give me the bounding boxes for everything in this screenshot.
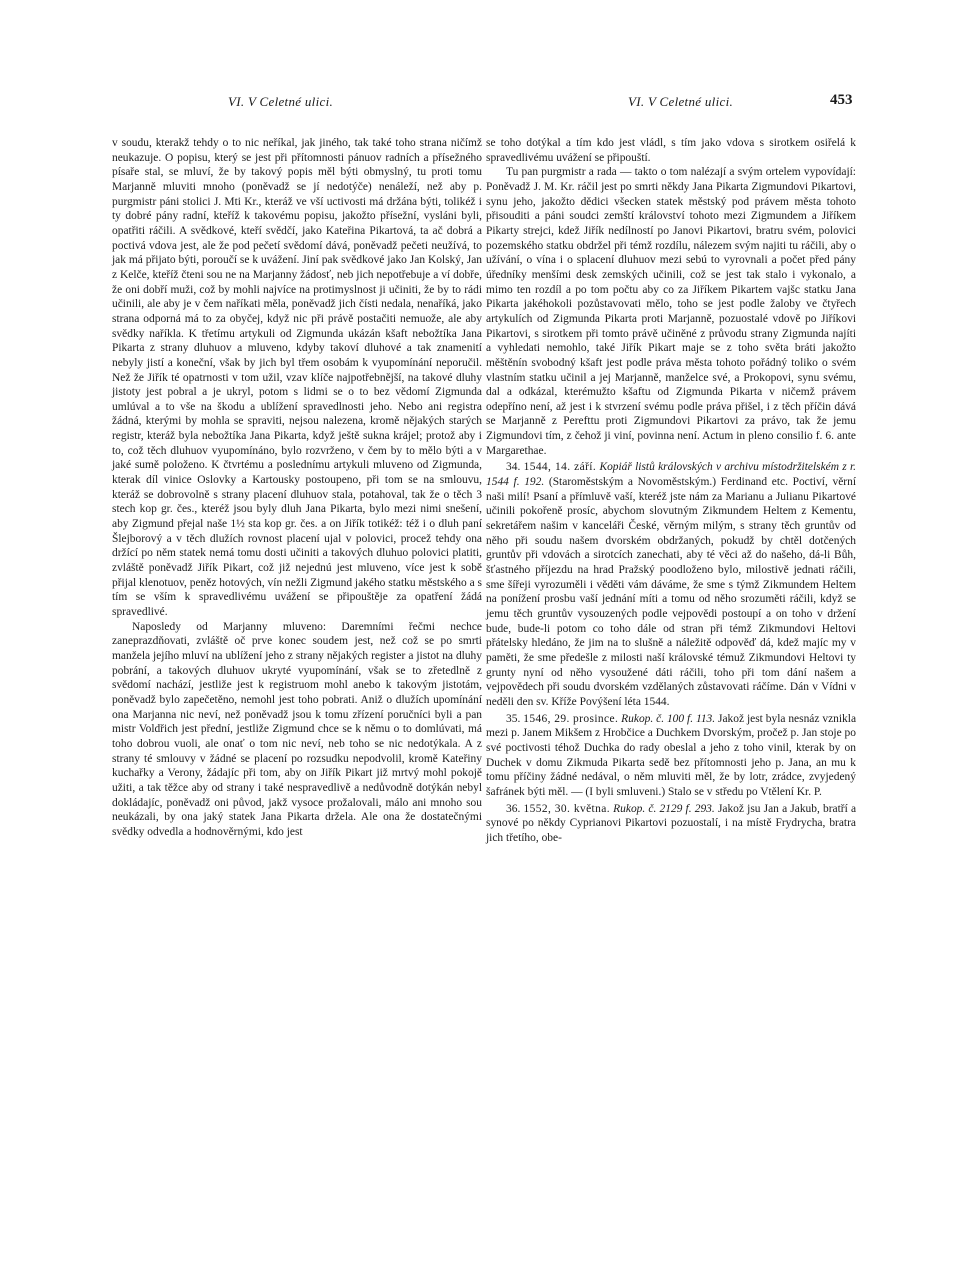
- entry-source: Kopiář listů královských v archivu místodržitelském z r. 1544 f. 192.: [486, 461, 857, 489]
- entry-source: Rukop. č. 100 f. 113.: [621, 712, 716, 725]
- entry-text: Jakož jsu Jan a Jakub, bratří a synové po někdy Cyprianovi Pikartovi pozuostalí, i na místě Frydrycha, bratra jich třetího, obe-: [486, 802, 857, 844]
- entry-source: Rukop. č. 2129 f. 293.: [613, 802, 715, 815]
- entry-date: 1552, 30. května.: [523, 802, 610, 815]
- left-column: [112, 136, 482, 840]
- running-header-left: VI. V Celetné ulici.: [228, 94, 334, 109]
- left-paragraph-1: v soudu, kterakž tehdy o to nic neříkal, jak jiného, tak také toho strana ničímž neukazuje. O popisu, který se jest při přítomnosti pánuov radních a přísežného písaře stal, se mluví, že by takový popis měl býti obmyslný, tu proti tomu Marjanně mluviti mnoho (poněvadž se jí nedotýče) nenáleží, než aby p. purgmistr páni stolici J. Mti Kr., kteráž ve vší uctivosti má držána býti, tolikéž i ty dobré pány radní, kteříž k takovému popisu, jakožto přísežní, vysláni byli, opatřiti ráčili. A svědkové, kteří svědčí, jako Kateřina Pikartová, ta ač dobrá a poctivá vdova jest, ale že pod pečetí svědomí dává, poněvadž pečeti neužívá, to jak má přijato býti, poroučí se k uvážení. Jiní pak svědkové jako Jan Kolský, Jan z Kelče, kteříž čteni sou ne na Marjanny žádosť, neb jich nepotřebuje a ví dobře, že oni dobří muži, což by mohli najvíce na protimyslnost ji učiniti, že by to rádi učinili, ale aby je v čem naříkati měla, poněvadž jich čísti nedala, nenaříká, jako strana odporná má to za obyčej, když nic při právě postačiti nemuože, ale aby svědky naříkla. K třetímu artykuli od Zigmunda ukázán kšaft nebožtíka Jana Pikarta z strany dluhuov a mluveno, kdyby takoví dluhové a tak znamenití nebyly jistí a koneční, však by jich byl třem osobám k vyupomínání neporučil. Než že Jiřík té opatrnosti v tom užil, vzav klíče najpotřebnější, na takové dluhy jistoty jest pobral a je ukryl, potom s lidmi se o to bez vědomí Zigmunda umlúval a to vše na škodu a ublížení spravedlnosti jeho. Nebo ani registra žádná, kterými by mohla se spraviti, nejsou nalezena, kromě nějakých starých registr, kteráž byla nebožtíka Jana Pikarta, když ještě sukna krájel; protož aby i to, což těch dluhuov vyupomínáno, bylo rozvrženo, v čem by to mělo býti a v jaké sumě položeno. K čtvrtému a poslednímu artykuli mluveno od Zigmunda, kterak díl vinice Oslovky a Kartousky postoupeno, při tom se na smlouvu, kteráž se dobrovolně s strany placení dluhuov stala, potahoval, tak že o těch 3 stech kop gr. čes., kteréž jsou byly dluh Jana Pikarta, bylo mezi nimi snešení, aby Zigmund přejal naše 1½ sta kop gr. čes. a on Jiřík totikéž: též i o dluh paní Šlejborový a v těch dlužích rovnost placení ujal v polovici, procež tehdy ona držící po něm statek nemá tomu dosti učiniti a takových dluhuo polovici platiti, zvláště poněvadž Jiřík Pikart, což již nejednú jest mluveno, více jest k sobě přijal klenotuov, peněz hotových, vín nežli Zigmund jakého statku městského a s tím se vším k spravedlivému uvážení se připouštěje za opatření žádá spravedlivé.: [112, 137, 482, 618]
- entry-number: 35.: [506, 712, 521, 725]
- document-entry-34: [486, 460, 856, 709]
- entry-text: (Staroměstským a Novoměstským.) Ferdinand etc. Poctiví, věrní naši milí! Psaní a přímluvě vaší, kteréž jste nám za Marianu a Julianu Pikartové učinili pokořeně prosíc, abychom slovutným Zikmundem Heltem z Kementu, sekretářem našim v kanceláři České, věrným milým, s strany těch gruntův od něho při soudu našem dvorském obdržaných, pokudž by chtěl dotčených gruntův při vdovách a sirotcích zanechati, aby té věci až do našeho, dá-li Bůh, šťastného příjezdu na hrad Pražský poodloženo bylo, milostivě jednati ráčili, sme šířeji vyrozuměli i věděti vám dáváme, že sme s týmž Zikmundem Heltem na ponížení prosbu vaší jednání míti a tomu od něho srozuměti ráčili, když se jemu těch gruntův vysouzených podle vejpovědi postoupí a on toho v držení bude, bude-li potom co toho dále od stran při témž Zikmundovi Heltovi přátelsky hledáno, že jim na to slušně a náležitě odpověď dá, kdež majíc my v paměti, že sme předešle z milosti naší královské témuž Zikmundovi Heltovi ty grunty nyní od něho vysoužené dáti ráčili, toho při tom dání našem a vejpovědech při soudu dvorském vzdělaných zůstavovati ráčíme. Dán v Vídni v neděli den sv. Kříže Povýšení léta 1544.: [486, 476, 856, 708]
- document-entry-35: [486, 712, 856, 800]
- document-entry-36: [486, 802, 856, 846]
- right-paragraph-2: Tu pan purgmistr a rada — takto o tom nalézají a svým ortelem vypovídají: Poněvadž J. M. Kr. ráčil jest po smrti někdy Jana Pikarta Zigmundovi Pikartovi, synu jeho, jakožto dědici všecken statek městský pod právem města tohoto přisouditi a páni soudci zemští království tohoto mezi Zigmundem a Jiříkem Pikarty strejci, kdež Jiřík nedílností po Janovi Pikartovi, bratru svém, polovici pozemského statku obdržel při témž rozdílu, nálezem svým najiti tu ráčili, aby o užívání, o vína i o splacení dluhuov mezi sebú to vyrovnali a počet před pány úředníky menšími desk zemských učinili, což se jest tak stalo i vykonalo, a mimo ten rozdíl a po tom počtu aby co za Jiříkem Pikartem vajšc statku Jana Pikarta jakéhokoli pozůstavovati mělo, toho se jest podle žaloby ve čtyřech artykulích od Zigmunda Pikarta proti Marjanně, pozuostalé vdově po Jiříkovi Pikartovi, s sirotkem při tomto právě učiněné z průvodu strany Zigmunda najíti a vyhledati nemohlo, také Jiřík Pikart maje se z toho světa bráti jakožto měštěnín svobodný kšaft jest podle práva města tohoto pořádný toliko o svém vlastním statku učinil a jej Marjanně, manželce své, a Prokopovi, synu svému, dal a odkázal, kterémužto kšaftu od Zigmunda Pikarta v ničemž právem odepříno není, až jest i k stvrzení svému podle práva přišel, i z těch příčin dává se Marjanně z Perefttu proti Zigmundovi Pikartovi za právo, tak že jemu Zigmundovi tím, z čehož ji viní, povinna není. Actum in pleno consilio f. 6. ante Margarethae.: [486, 166, 856, 457]
- running-header-right: VI. V Celetné ulici.: [628, 94, 734, 109]
- entry-number: 36.: [506, 802, 521, 815]
- entry-text: Jakož jest byla nesnáz vznikla mezi p. Janem Mikšem z Hrobčice a Duchkem Dvorským, pročež p. Jan stoje po své poctivosti téhož Duchka do rady obeslal a jeho z toho vinil, kterak by on Duchek v domu Zikmuda Pikarta sedě bez přítomnosti jeho p. Jana, an mu k tomu příčiny žádné nedával, o něm mluviti měl, že by lotr, zrádce, zvyjedený šafránek býti měl. — (I byli smluveni.) Stalo se v středu po Vtělení Kr. P.: [486, 712, 857, 798]
- right-column: [486, 136, 856, 846]
- entry-date: 1546, 29. prosince.: [523, 712, 619, 725]
- entry-number: 34.: [506, 461, 521, 474]
- entry-date: 1544, 14. září.: [523, 461, 597, 474]
- page-number: 453: [830, 92, 853, 108]
- right-paragraph-1: se toho dotýkal a tím kdo jest vládl, s tím jako vdova s sirotkem osiřelá k spravedlivému uvážení se připouští.: [486, 137, 856, 164]
- left-paragraph-2: Naposledy od Marjanny mluveno: Daremními řečmi nechce zaneprazdňovati, zvláště oč prve konec soudem jest, než což se po smrti manžela jejího mluví na ublížení jeho z strany nějakých register a jistot na dluhy pobrání, a takových dluhuov ukryté vyupomínání, však se to zřetedlně z svědomí nachází, jestliže jest k registruom mohl anebo k takovým jistotám, poněvadž bylo zapečetěno, nemohl jest toho pobrati. Aniž o dlužích upomínání ona Marjanna nic neví, než poněvadž jsou k tomu zřízení poručníci byli a pan mistr Voldřich jest přední, jestliže Zigmund chce se k němu o to domlúvati, má toho dobrou vuoli, ale onať o tom nic neví, neb toho se nic nedotýkala. A z strany té smlouvy v žádné se placení po rozsudku nepodvolil, kromě Kateřiny kuchařky a Verony, žádajíc při tom, aby on Jiřík Pikart již mrtvý mohl pokojě užiti, a tak těžce aby od strany i také nespravedlivě a nedůvodně dotýkán nebyl dokládajíc, poněvadž oni původ, jakž vysoce prožalovali, málo ani mnoho sou neukázali, by ona jaký statek Jana Pikarta držela. Ale ona že dostatečnými svědky odvedla a hodnověrnými, kdo jest: [112, 620, 482, 838]
